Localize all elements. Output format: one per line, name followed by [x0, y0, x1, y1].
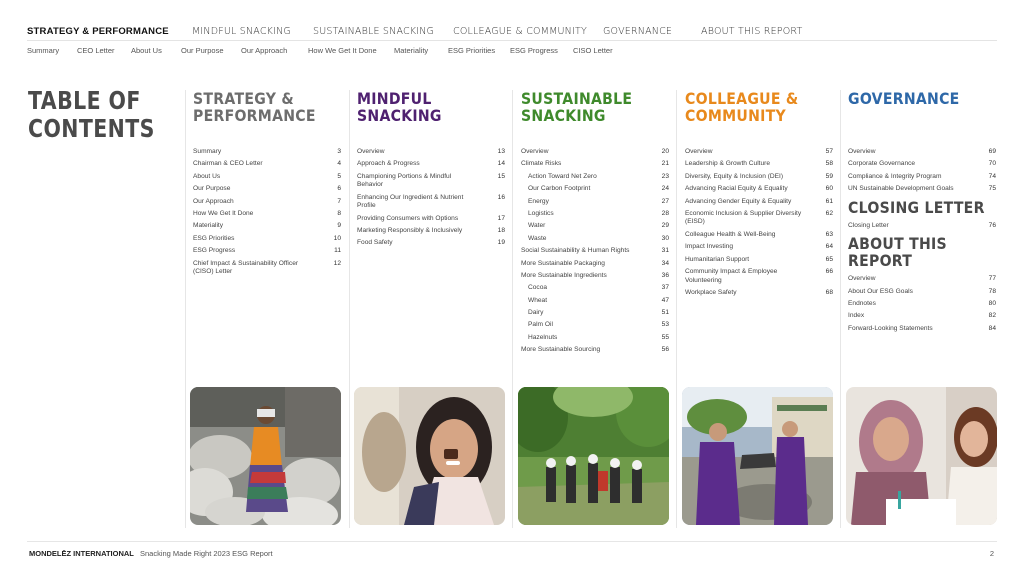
- toc-entry[interactable]: [848, 300, 996, 309]
- section-mindful-snacking: [357, 89, 507, 247]
- toc-entry-label: Hazelnuts: [528, 333, 558, 341]
- toc-entry-page: 24: [661, 185, 669, 193]
- toc-entry[interactable]: [848, 222, 996, 231]
- toc-entry[interactable]: [685, 256, 833, 265]
- toc-entry[interactable]: [357, 239, 505, 248]
- subnav-materiality[interactable]: Materiality: [394, 46, 429, 55]
- heading-line: STRATEGY &: [193, 89, 294, 108]
- toc-entry[interactable]: [521, 148, 669, 157]
- toc-entry[interactable]: [521, 297, 669, 306]
- toc-entry-label: Food Safety: [357, 239, 393, 247]
- toc-entry[interactable]: [357, 160, 505, 169]
- toc-entry[interactable]: [521, 309, 669, 318]
- toc-entry[interactable]: [685, 185, 833, 194]
- toc-list: [685, 148, 833, 301]
- toc-entry[interactable]: [193, 185, 341, 194]
- toc-entry-page: 69: [988, 148, 996, 155]
- subnav-summary[interactable]: Summary: [27, 46, 60, 55]
- toc-entry[interactable]: [685, 198, 833, 207]
- toc-entry[interactable]: [357, 215, 505, 224]
- toc-entry-label: Colleague Health & Well-Being: [685, 230, 776, 238]
- nav-divider: [27, 40, 997, 41]
- section-heading[interactable]: [521, 90, 653, 124]
- section-heading[interactable]: [848, 90, 980, 107]
- footer-report-title: Snacking Made Right 2023 ESG Report: [140, 549, 273, 558]
- toc-entry[interactable]: [521, 260, 669, 269]
- subnav-about-us[interactable]: About Us: [131, 46, 162, 55]
- toc-entry-label: Materiality: [193, 222, 224, 230]
- photo-group-walking-forest: [518, 387, 669, 525]
- toc-entry-page: 64: [825, 243, 833, 251]
- toc-entry-label: Championing Portions & Mindful Behavior: [357, 172, 452, 189]
- toc-entry[interactable]: [685, 173, 833, 182]
- toc-entry-label: Our Purpose: [193, 185, 231, 193]
- toc-entry-page: 82: [988, 312, 996, 320]
- toc-entry-label: Impact Investing: [685, 243, 734, 251]
- top-nav: [27, 26, 997, 40]
- footer-brand: MONDELĒZ INTERNATIONAL: [29, 549, 134, 558]
- toc-list: [521, 148, 669, 359]
- subnav-our-approach[interactable]: Our Approach: [241, 46, 288, 55]
- toc-entry-label: Endnotes: [848, 299, 876, 307]
- toc-entry-label: About Our ESG Goals: [848, 287, 913, 295]
- toc-entry[interactable]: [521, 284, 669, 293]
- toc-entry[interactable]: [848, 325, 996, 334]
- heading-line: REPORT: [848, 251, 913, 271]
- toc-entry-page: 14: [497, 160, 505, 168]
- toc-entry[interactable]: [357, 148, 505, 157]
- toc-entry-page: 66: [825, 268, 833, 276]
- toc-entry[interactable]: [521, 210, 669, 219]
- toc-entry[interactable]: [193, 148, 341, 157]
- heading-line: SNACKING: [521, 106, 606, 125]
- column-divider: [512, 90, 513, 528]
- toc-entry[interactable]: [193, 235, 341, 244]
- toc-entry-page: 76: [988, 221, 996, 229]
- section-colleague-community: [685, 89, 835, 296]
- toc-entry-label: Climate Risks: [521, 160, 562, 168]
- toc-entry-page: 75: [988, 185, 996, 193]
- toc-entry-label: Wheat: [528, 296, 548, 304]
- toc-entry-page: 27: [661, 197, 669, 205]
- page-title: [28, 86, 155, 143]
- toc-entry-page: 77: [988, 275, 996, 283]
- heading-line: PERFORMANCE: [193, 106, 316, 125]
- toc-entry-page: 17: [497, 214, 505, 222]
- toc-entry-page: 28: [661, 209, 669, 217]
- toc-entry-label: Palm Oil: [528, 321, 553, 329]
- heading-line: COMMUNITY: [685, 106, 786, 125]
- toc-entry[interactable]: [685, 243, 833, 252]
- heading-line: COLLEAGUE &: [685, 89, 799, 108]
- toc-entry-label: Forward-Looking Statements: [848, 324, 933, 332]
- toc-entry-label: Approach & Progress: [357, 160, 420, 168]
- section-heading[interactable]: [193, 90, 325, 124]
- toc-entry-page: 68: [825, 288, 833, 296]
- toc-list: [848, 148, 996, 194]
- toc-entry[interactable]: [357, 173, 505, 190]
- photo-women-at-table: [846, 387, 997, 525]
- toc-entry-page: 56: [661, 346, 669, 354]
- toc-entry-label: Diversity, Equity & Inclusion (DEI): [685, 172, 784, 180]
- toc-entry-page: 47: [661, 296, 669, 304]
- toc-entry-page: 53: [661, 321, 669, 329]
- toc-entry-page: 16: [497, 193, 505, 201]
- toc-entry-page: 13: [497, 148, 505, 155]
- heading-line: MINDFUL: [357, 89, 432, 108]
- toc-entry[interactable]: [685, 231, 833, 240]
- toc-entry[interactable]: [193, 210, 341, 219]
- toc-entry-label: Overview: [521, 148, 549, 155]
- toc-entry[interactable]: [685, 160, 833, 169]
- toc-entry-label: Corporate Governance: [848, 160, 916, 168]
- toc-entry-label: Marketing Responsibly & Inclusively: [357, 226, 463, 234]
- section-heading[interactable]: [685, 90, 817, 124]
- toc-list: [848, 275, 996, 333]
- toc-entry-label: Our Carbon Footprint: [528, 185, 591, 193]
- sub-nav: [27, 46, 997, 58]
- toc-entry[interactable]: [848, 173, 996, 182]
- toc-entry-label: Enhancing Our Ingredient & Nutrient Profile: [357, 193, 464, 210]
- toc-entry-label: Overview: [848, 275, 876, 283]
- toc-entry-page: 74: [988, 172, 996, 180]
- toc-entry-label: Water: [528, 222, 546, 230]
- toc-entry[interactable]: [521, 272, 669, 281]
- toc-entry-label: How We Get It Done: [193, 209, 254, 217]
- toc-entry[interactable]: [521, 222, 669, 231]
- toc-entry-label: Closing Letter: [848, 221, 889, 229]
- toc-entry[interactable]: [357, 227, 505, 236]
- column-divider: [349, 90, 350, 528]
- about-report-heading[interactable]: [848, 235, 978, 269]
- toc-entry-label: Cocoa: [528, 284, 548, 292]
- governance-entries: [848, 148, 996, 337]
- nav-governance[interactable]: GOVERNANCE: [603, 26, 673, 37]
- toc-entry-page: 4: [337, 160, 341, 168]
- toc-entry[interactable]: [521, 173, 669, 182]
- toc-entry-page: 31: [661, 247, 669, 255]
- toc-entry-label: Compliance & Integrity Program: [848, 172, 942, 180]
- toc-entry[interactable]: [685, 289, 833, 298]
- toc-entry-page: 55: [661, 333, 669, 341]
- toc-entry[interactable]: [193, 160, 341, 169]
- toc-entry-label: Action Toward Net Zero: [528, 172, 597, 180]
- toc-entry-page: 59: [825, 172, 833, 180]
- toc-entry-page: 57: [825, 148, 833, 155]
- nav-colleague-community[interactable]: COLLEAGUE & COMMUNITY: [453, 26, 587, 37]
- toc-entry-page: 21: [661, 160, 669, 168]
- toc-entry[interactable]: [521, 235, 669, 244]
- toc-entry-label: ESG Progress: [193, 247, 236, 255]
- toc-entry-page: 29: [661, 222, 669, 230]
- toc-entry-page: 6: [337, 185, 341, 193]
- toc-entry-page: 11: [334, 247, 341, 255]
- toc-entry[interactable]: [848, 288, 996, 297]
- toc-entry-label: Providing Consumers with Options: [357, 214, 459, 222]
- toc-entry-page: 62: [825, 209, 833, 217]
- toc-entry[interactable]: [848, 185, 996, 194]
- toc-entry-page: 19: [497, 239, 505, 247]
- nav-strategy-performance[interactable]: STRATEGY & PERFORMANCE: [27, 26, 169, 37]
- toc-entry-page: 9: [337, 222, 341, 230]
- toc-entry-page: 5: [337, 172, 341, 180]
- section-heading[interactable]: [357, 90, 489, 124]
- toc-entry-page: 30: [661, 234, 669, 242]
- toc-entry[interactable]: [848, 275, 996, 284]
- subnav-ceo-letter[interactable]: CEO Letter: [77, 46, 115, 55]
- toc-entry-page: 18: [497, 226, 505, 234]
- subnav-our-purpose[interactable]: Our Purpose: [181, 46, 224, 55]
- toc-entry[interactable]: [521, 346, 669, 355]
- toc-entry[interactable]: [685, 210, 833, 227]
- toc-entry-page: 34: [661, 259, 669, 267]
- toc-entry-label: Dairy: [528, 309, 544, 317]
- toc-entry[interactable]: [521, 185, 669, 194]
- toc-entry-label: Overview: [685, 148, 713, 155]
- toc-entry-page: 37: [661, 284, 669, 292]
- photo-woman-eating-snack: [354, 387, 505, 525]
- toc-entry-page: 10: [333, 234, 341, 242]
- toc-entry[interactable]: [685, 148, 833, 157]
- toc-entry-label: Leadership & Growth Culture: [685, 160, 771, 168]
- toc-entry[interactable]: [193, 222, 341, 231]
- toc-entry-page: 63: [825, 230, 833, 238]
- toc-entry-page: 12: [333, 259, 341, 267]
- toc-entry-label: Logistics: [528, 209, 554, 217]
- toc-entry[interactable]: [521, 321, 669, 330]
- section-sustainable-snacking: [521, 89, 671, 354]
- subnav-how-we-get-it-done[interactable]: How We Get It Done: [308, 46, 377, 55]
- toc-entry[interactable]: [521, 247, 669, 256]
- toc-entry-label: Waste: [528, 234, 547, 242]
- toc-entry-page: 15: [497, 172, 505, 180]
- toc-entry[interactable]: [848, 160, 996, 169]
- toc-entry[interactable]: [521, 160, 669, 169]
- toc-list: [848, 222, 996, 231]
- subnav-esg-progress[interactable]: ESG Progress: [510, 46, 558, 55]
- toc-entry-page: 20: [661, 148, 669, 155]
- toc-entry-page: 60: [825, 185, 833, 193]
- toc-entry-page: 3: [337, 148, 341, 155]
- toc-entry-label: More Sustainable Packaging: [521, 259, 605, 267]
- heading-line: ABOUT THIS: [848, 234, 947, 254]
- toc-entry-label: More Sustainable Ingredients: [521, 271, 607, 279]
- page-title-line: CONTENTS: [28, 114, 155, 143]
- toc-entry-label: Our Approach: [193, 197, 234, 205]
- nav-mindful-snacking[interactable]: MINDFUL SNACKING: [192, 26, 291, 37]
- photo-woman-cocoa-sacks: [190, 387, 341, 525]
- column-divider: [840, 90, 841, 528]
- heading-line: SUSTAINABLE: [521, 89, 633, 108]
- nav-about-report[interactable]: ABOUT THIS REPORT: [701, 26, 803, 37]
- toc-entry[interactable]: [193, 173, 341, 182]
- toc-entry-label: More Sustainable Sourcing: [521, 346, 601, 354]
- toc-entry-label: Energy: [528, 197, 549, 205]
- heading-line: GOVERNANCE: [848, 89, 960, 108]
- subnav-ciso-letter[interactable]: CISO Letter: [573, 46, 613, 55]
- toc-entry[interactable]: [193, 260, 341, 277]
- photo-volunteers-building: [682, 387, 833, 525]
- section-strategy-performance: [193, 89, 343, 276]
- toc-entry[interactable]: [193, 247, 341, 256]
- toc-entry-page: 80: [988, 299, 996, 307]
- toc-list: [193, 148, 341, 280]
- closing-letter-heading[interactable]: CLOSING LETTER: [848, 197, 985, 217]
- page-number: 2: [989, 549, 994, 558]
- toc-entry-label: ESG Priorities: [193, 234, 235, 242]
- toc-entry-label: Chairman & CEO Letter: [193, 160, 263, 168]
- toc-entry-page: 61: [825, 197, 833, 205]
- toc-entry-page: 84: [988, 324, 996, 332]
- toc-entry-label: About Us: [193, 172, 221, 180]
- toc-entry-page: 58: [825, 160, 833, 168]
- toc-entry-page: 7: [337, 197, 341, 205]
- toc-entry[interactable]: [521, 198, 669, 207]
- toc-entry[interactable]: [357, 194, 505, 211]
- toc-list: [357, 148, 505, 252]
- toc-entry-label: Economic Inclusion & Supplier Diversity (EISD): [685, 209, 802, 226]
- toc-entry-label: Summary: [193, 148, 222, 155]
- toc-entry[interactable]: [685, 268, 833, 285]
- toc-entry-label: Social Sustainability & Human Rights: [521, 247, 630, 255]
- toc-entry-page: 36: [661, 271, 669, 279]
- toc-entry-label: Community Impact & Employee Volunteering: [685, 268, 778, 284]
- toc-entry-label: Advancing Racial Equity & Equality: [685, 185, 788, 193]
- toc-entry-page: 51: [661, 309, 669, 317]
- toc-entry[interactable]: [848, 148, 996, 157]
- toc-entry-label: Overview: [357, 148, 385, 155]
- footer-divider: [27, 541, 997, 542]
- toc-entry-label: Workplace Safety: [685, 288, 737, 296]
- subnav-esg-priorities[interactable]: ESG Priorities: [448, 46, 496, 55]
- column-divider: [676, 90, 677, 528]
- toc-entry-page: 65: [825, 255, 833, 263]
- toc-entry-label: Advancing Gender Equity & Equality: [685, 197, 792, 205]
- toc-entry[interactable]: [521, 334, 669, 343]
- page-title-line: TABLE OF: [28, 86, 141, 115]
- toc-entry-page: 70: [988, 160, 996, 168]
- column-divider: [185, 90, 186, 528]
- toc-entry-page: 8: [337, 209, 341, 217]
- toc-entry-label: UN Sustainable Development Goals: [848, 185, 954, 193]
- toc-entry[interactable]: [193, 198, 341, 207]
- toc-entry-page: 78: [988, 287, 996, 295]
- toc-entry-label: Chief Impact & Sustainability Officer (CISO) Letter: [193, 259, 299, 276]
- toc-entry[interactable]: [848, 312, 996, 321]
- toc-entry-page: 23: [661, 172, 669, 180]
- section-governance: [848, 89, 998, 332]
- heading-line: SNACKING: [357, 106, 442, 125]
- nav-sustainable-snacking[interactable]: SUSTAINABLE SNACKING: [313, 26, 435, 37]
- toc-entry-label: Humanitarian Support: [685, 255, 750, 263]
- toc-entry-label: Overview: [848, 148, 876, 155]
- toc-entry-label: Index: [848, 312, 865, 320]
